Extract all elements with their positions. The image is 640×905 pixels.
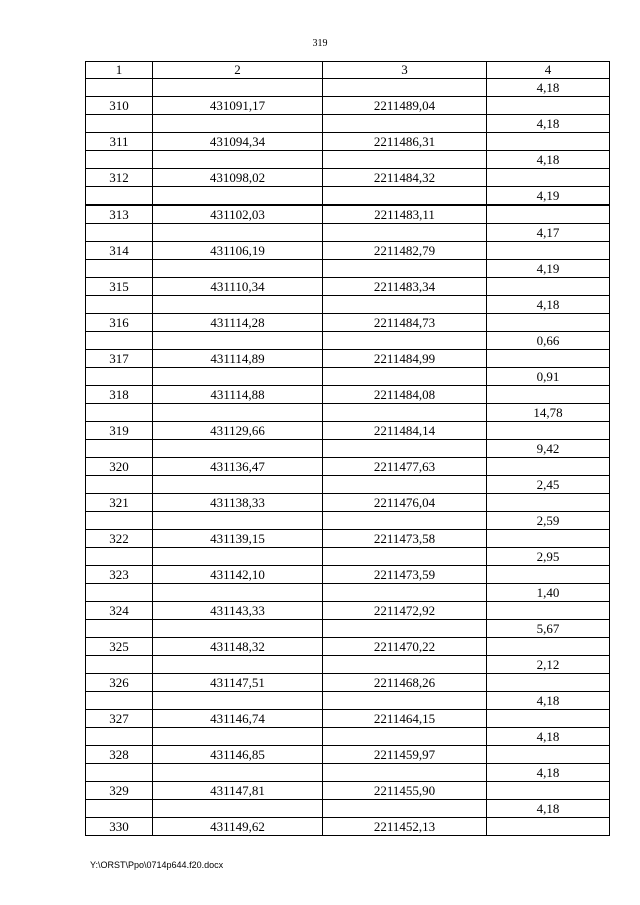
point-row bbox=[86, 97, 610, 115]
distance-row bbox=[86, 296, 610, 314]
x-coordinate-cell bbox=[153, 692, 323, 710]
x-coordinate-cell bbox=[153, 800, 323, 818]
point-number-cell: 330 bbox=[86, 818, 153, 836]
point-row bbox=[86, 205, 610, 224]
column-header: 3 bbox=[323, 62, 487, 79]
y-coordinate-cell: 2211472,92 bbox=[323, 602, 487, 620]
distance-row bbox=[86, 548, 610, 566]
point-number-cell bbox=[86, 404, 153, 422]
y-coordinate-cell: 2211459,97 bbox=[323, 746, 487, 764]
x-coordinate-cell bbox=[153, 476, 323, 494]
point-row bbox=[86, 782, 610, 800]
x-coordinate-cell bbox=[153, 187, 323, 206]
x-coordinate-cell bbox=[153, 79, 323, 97]
point-number-cell: 311 bbox=[86, 133, 153, 151]
x-coordinate-cell bbox=[153, 548, 323, 566]
x-coordinate-cell: 431106,19 bbox=[153, 242, 323, 260]
point-number-cell: 321 bbox=[86, 494, 153, 512]
x-coordinate-cell bbox=[153, 224, 323, 242]
y-coordinate-cell: 2211455,90 bbox=[323, 782, 487, 800]
point-number-cell: 319 bbox=[86, 422, 153, 440]
distance-cell: 4,19 bbox=[487, 187, 610, 206]
column-header: 1 bbox=[86, 62, 153, 79]
point-number-cell bbox=[86, 692, 153, 710]
y-coordinate-cell: 2211473,58 bbox=[323, 530, 487, 548]
distance-row bbox=[86, 764, 610, 782]
x-coordinate-cell bbox=[153, 764, 323, 782]
point-row bbox=[86, 169, 610, 187]
y-coordinate-cell: 2211470,22 bbox=[323, 638, 487, 656]
x-coordinate-cell bbox=[153, 656, 323, 674]
point-row bbox=[86, 602, 610, 620]
point-number-cell bbox=[86, 260, 153, 278]
x-coordinate-cell bbox=[153, 115, 323, 133]
distance-cell: 14,78 bbox=[487, 404, 610, 422]
y-coordinate-cell: 2211468,26 bbox=[323, 674, 487, 692]
distance-cell bbox=[487, 818, 610, 836]
distance-cell bbox=[487, 674, 610, 692]
x-coordinate-cell: 431136,47 bbox=[153, 458, 323, 476]
distance-cell bbox=[487, 386, 610, 404]
point-number-cell bbox=[86, 332, 153, 350]
x-coordinate-cell: 431091,17 bbox=[153, 97, 323, 115]
x-coordinate-cell: 431146,85 bbox=[153, 746, 323, 764]
distance-row bbox=[86, 692, 610, 710]
distance-row bbox=[86, 512, 610, 530]
point-row bbox=[86, 674, 610, 692]
point-row bbox=[86, 422, 610, 440]
column-header: 2 bbox=[153, 62, 323, 79]
point-number-cell: 314 bbox=[86, 242, 153, 260]
y-coordinate-cell: 2211483,11 bbox=[323, 205, 487, 224]
y-coordinate-cell bbox=[323, 692, 487, 710]
x-coordinate-cell: 431129,66 bbox=[153, 422, 323, 440]
distance-row bbox=[86, 151, 610, 169]
x-coordinate-cell: 431102,03 bbox=[153, 205, 323, 224]
y-coordinate-cell: 2211484,08 bbox=[323, 386, 487, 404]
point-number-cell bbox=[86, 368, 153, 386]
distance-row bbox=[86, 187, 610, 206]
distance-cell: 4,18 bbox=[487, 692, 610, 710]
distance-cell bbox=[487, 314, 610, 332]
x-coordinate-cell: 431098,02 bbox=[153, 169, 323, 187]
distance-cell bbox=[487, 205, 610, 224]
distance-cell bbox=[487, 242, 610, 260]
y-coordinate-cell bbox=[323, 404, 487, 422]
point-row bbox=[86, 350, 610, 368]
y-coordinate-cell: 2211482,79 bbox=[323, 242, 487, 260]
y-coordinate-cell bbox=[323, 260, 487, 278]
distance-cell bbox=[487, 638, 610, 656]
point-row bbox=[86, 133, 610, 151]
distance-cell: 4,18 bbox=[487, 728, 610, 746]
point-row bbox=[86, 818, 610, 836]
point-number-cell bbox=[86, 764, 153, 782]
point-number-cell: 326 bbox=[86, 674, 153, 692]
distance-cell: 5,67 bbox=[487, 620, 610, 638]
point-number-cell: 312 bbox=[86, 169, 153, 187]
point-number-cell bbox=[86, 620, 153, 638]
y-coordinate-cell: 2211484,99 bbox=[323, 350, 487, 368]
y-coordinate-cell: 2211484,32 bbox=[323, 169, 487, 187]
point-number-cell: 327 bbox=[86, 710, 153, 728]
point-number-cell: 313 bbox=[86, 205, 153, 224]
x-coordinate-cell bbox=[153, 620, 323, 638]
y-coordinate-cell: 2211484,14 bbox=[323, 422, 487, 440]
point-number-cell bbox=[86, 224, 153, 242]
distance-cell: 4,18 bbox=[487, 800, 610, 818]
y-coordinate-cell bbox=[323, 187, 487, 206]
x-coordinate-cell: 431146,74 bbox=[153, 710, 323, 728]
distance-row bbox=[86, 620, 610, 638]
x-coordinate-cell bbox=[153, 728, 323, 746]
x-coordinate-cell bbox=[153, 404, 323, 422]
point-row bbox=[86, 458, 610, 476]
distance-cell: 2,12 bbox=[487, 656, 610, 674]
y-coordinate-cell: 2211452,13 bbox=[323, 818, 487, 836]
point-number-cell bbox=[86, 296, 153, 314]
point-number-cell bbox=[86, 187, 153, 206]
point-row bbox=[86, 566, 610, 584]
y-coordinate-cell: 2211489,04 bbox=[323, 97, 487, 115]
distance-cell bbox=[487, 278, 610, 296]
y-coordinate-cell bbox=[323, 584, 487, 602]
point-number-cell: 329 bbox=[86, 782, 153, 800]
y-coordinate-cell: 2211473,59 bbox=[323, 566, 487, 584]
distance-row bbox=[86, 260, 610, 278]
y-coordinate-cell bbox=[323, 548, 487, 566]
point-number-cell: 317 bbox=[86, 350, 153, 368]
point-row bbox=[86, 278, 610, 296]
distance-row bbox=[86, 79, 610, 97]
point-row bbox=[86, 494, 610, 512]
x-coordinate-cell bbox=[153, 368, 323, 386]
x-coordinate-cell bbox=[153, 440, 323, 458]
y-coordinate-cell: 2211486,31 bbox=[323, 133, 487, 151]
y-coordinate-cell bbox=[323, 368, 487, 386]
y-coordinate-cell bbox=[323, 764, 487, 782]
point-number-cell: 316 bbox=[86, 314, 153, 332]
point-row bbox=[86, 530, 610, 548]
point-number-cell bbox=[86, 728, 153, 746]
point-number-cell: 315 bbox=[86, 278, 153, 296]
distance-cell: 0,91 bbox=[487, 368, 610, 386]
y-coordinate-cell: 2211477,63 bbox=[323, 458, 487, 476]
point-number-cell bbox=[86, 800, 153, 818]
point-number-cell bbox=[86, 151, 153, 169]
y-coordinate-cell: 2211483,34 bbox=[323, 278, 487, 296]
y-coordinate-cell: 2211476,04 bbox=[323, 494, 487, 512]
x-coordinate-cell: 431148,32 bbox=[153, 638, 323, 656]
distance-cell bbox=[487, 494, 610, 512]
y-coordinate-cell: 2211484,73 bbox=[323, 314, 487, 332]
file-path-footer: Y:\ORST\Ppo\0714p644.f20.docx bbox=[90, 860, 224, 870]
coordinates-table bbox=[85, 61, 610, 836]
distance-cell: 9,42 bbox=[487, 440, 610, 458]
distance-cell bbox=[487, 602, 610, 620]
distance-row bbox=[86, 368, 610, 386]
point-number-cell: 318 bbox=[86, 386, 153, 404]
x-coordinate-cell bbox=[153, 332, 323, 350]
x-coordinate-cell: 431147,51 bbox=[153, 674, 323, 692]
point-row bbox=[86, 386, 610, 404]
point-number-cell: 320 bbox=[86, 458, 153, 476]
distance-cell: 4,18 bbox=[487, 79, 610, 97]
distance-row bbox=[86, 224, 610, 242]
distance-row bbox=[86, 728, 610, 746]
y-coordinate-cell: 2211464,15 bbox=[323, 710, 487, 728]
point-number-cell: 323 bbox=[86, 566, 153, 584]
y-coordinate-cell bbox=[323, 151, 487, 169]
distance-cell bbox=[487, 746, 610, 764]
y-coordinate-cell bbox=[323, 656, 487, 674]
x-coordinate-cell: 431149,62 bbox=[153, 818, 323, 836]
point-row bbox=[86, 746, 610, 764]
x-coordinate-cell: 431114,88 bbox=[153, 386, 323, 404]
point-number-cell: 324 bbox=[86, 602, 153, 620]
point-row bbox=[86, 710, 610, 728]
x-coordinate-cell: 431094,34 bbox=[153, 133, 323, 151]
point-number-cell bbox=[86, 440, 153, 458]
point-number-cell bbox=[86, 79, 153, 97]
y-coordinate-cell bbox=[323, 296, 487, 314]
page-number: 319 bbox=[312, 38, 328, 49]
y-coordinate-cell bbox=[323, 728, 487, 746]
column-header: 4 bbox=[487, 62, 610, 79]
y-coordinate-cell bbox=[323, 115, 487, 133]
x-coordinate-cell bbox=[153, 296, 323, 314]
distance-row bbox=[86, 476, 610, 494]
x-coordinate-cell: 431147,81 bbox=[153, 782, 323, 800]
point-row bbox=[86, 314, 610, 332]
distance-cell bbox=[487, 133, 610, 151]
y-coordinate-cell bbox=[323, 512, 487, 530]
distance-row bbox=[86, 404, 610, 422]
distance-row bbox=[86, 800, 610, 818]
x-coordinate-cell: 431143,33 bbox=[153, 602, 323, 620]
y-coordinate-cell bbox=[323, 440, 487, 458]
table-body bbox=[86, 79, 610, 836]
y-coordinate-cell bbox=[323, 476, 487, 494]
coordinates-table-container bbox=[85, 61, 610, 836]
distance-row bbox=[86, 115, 610, 133]
x-coordinate-cell: 431114,89 bbox=[153, 350, 323, 368]
distance-cell: 4,18 bbox=[487, 296, 610, 314]
distance-cell: 1,40 bbox=[487, 584, 610, 602]
x-coordinate-cell: 431114,28 bbox=[153, 314, 323, 332]
x-coordinate-cell: 431110,34 bbox=[153, 278, 323, 296]
point-number-cell bbox=[86, 656, 153, 674]
distance-cell: 4,18 bbox=[487, 151, 610, 169]
point-number-cell bbox=[86, 476, 153, 494]
point-number-cell bbox=[86, 115, 153, 133]
point-number-cell: 325 bbox=[86, 638, 153, 656]
x-coordinate-cell: 431139,15 bbox=[153, 530, 323, 548]
distance-cell: 4,18 bbox=[487, 764, 610, 782]
distance-cell bbox=[487, 710, 610, 728]
distance-cell bbox=[487, 530, 610, 548]
distance-cell bbox=[487, 350, 610, 368]
distance-cell: 2,95 bbox=[487, 548, 610, 566]
x-coordinate-cell: 431142,10 bbox=[153, 566, 323, 584]
distance-cell bbox=[487, 97, 610, 115]
point-number-cell: 328 bbox=[86, 746, 153, 764]
distance-cell bbox=[487, 422, 610, 440]
x-coordinate-cell bbox=[153, 512, 323, 530]
distance-cell: 0,66 bbox=[487, 332, 610, 350]
y-coordinate-cell bbox=[323, 620, 487, 638]
y-coordinate-cell bbox=[323, 224, 487, 242]
distance-cell bbox=[487, 169, 610, 187]
distance-cell: 4,17 bbox=[487, 224, 610, 242]
point-number-cell bbox=[86, 512, 153, 530]
table-header-row bbox=[86, 62, 610, 79]
x-coordinate-cell bbox=[153, 584, 323, 602]
distance-cell: 2,59 bbox=[487, 512, 610, 530]
point-number-cell bbox=[86, 584, 153, 602]
point-number-cell: 310 bbox=[86, 97, 153, 115]
y-coordinate-cell bbox=[323, 79, 487, 97]
distance-cell bbox=[487, 566, 610, 584]
distance-row bbox=[86, 440, 610, 458]
distance-cell: 4,18 bbox=[487, 115, 610, 133]
point-number-cell: 322 bbox=[86, 530, 153, 548]
y-coordinate-cell bbox=[323, 332, 487, 350]
x-coordinate-cell: 431138,33 bbox=[153, 494, 323, 512]
distance-cell bbox=[487, 458, 610, 476]
point-number-cell bbox=[86, 548, 153, 566]
distance-row bbox=[86, 584, 610, 602]
distance-cell bbox=[487, 782, 610, 800]
distance-cell: 2,45 bbox=[487, 476, 610, 494]
distance-row bbox=[86, 332, 610, 350]
distance-cell: 4,19 bbox=[487, 260, 610, 278]
y-coordinate-cell bbox=[323, 800, 487, 818]
distance-row bbox=[86, 656, 610, 674]
point-row bbox=[86, 242, 610, 260]
point-row bbox=[86, 638, 610, 656]
x-coordinate-cell bbox=[153, 151, 323, 169]
x-coordinate-cell bbox=[153, 260, 323, 278]
